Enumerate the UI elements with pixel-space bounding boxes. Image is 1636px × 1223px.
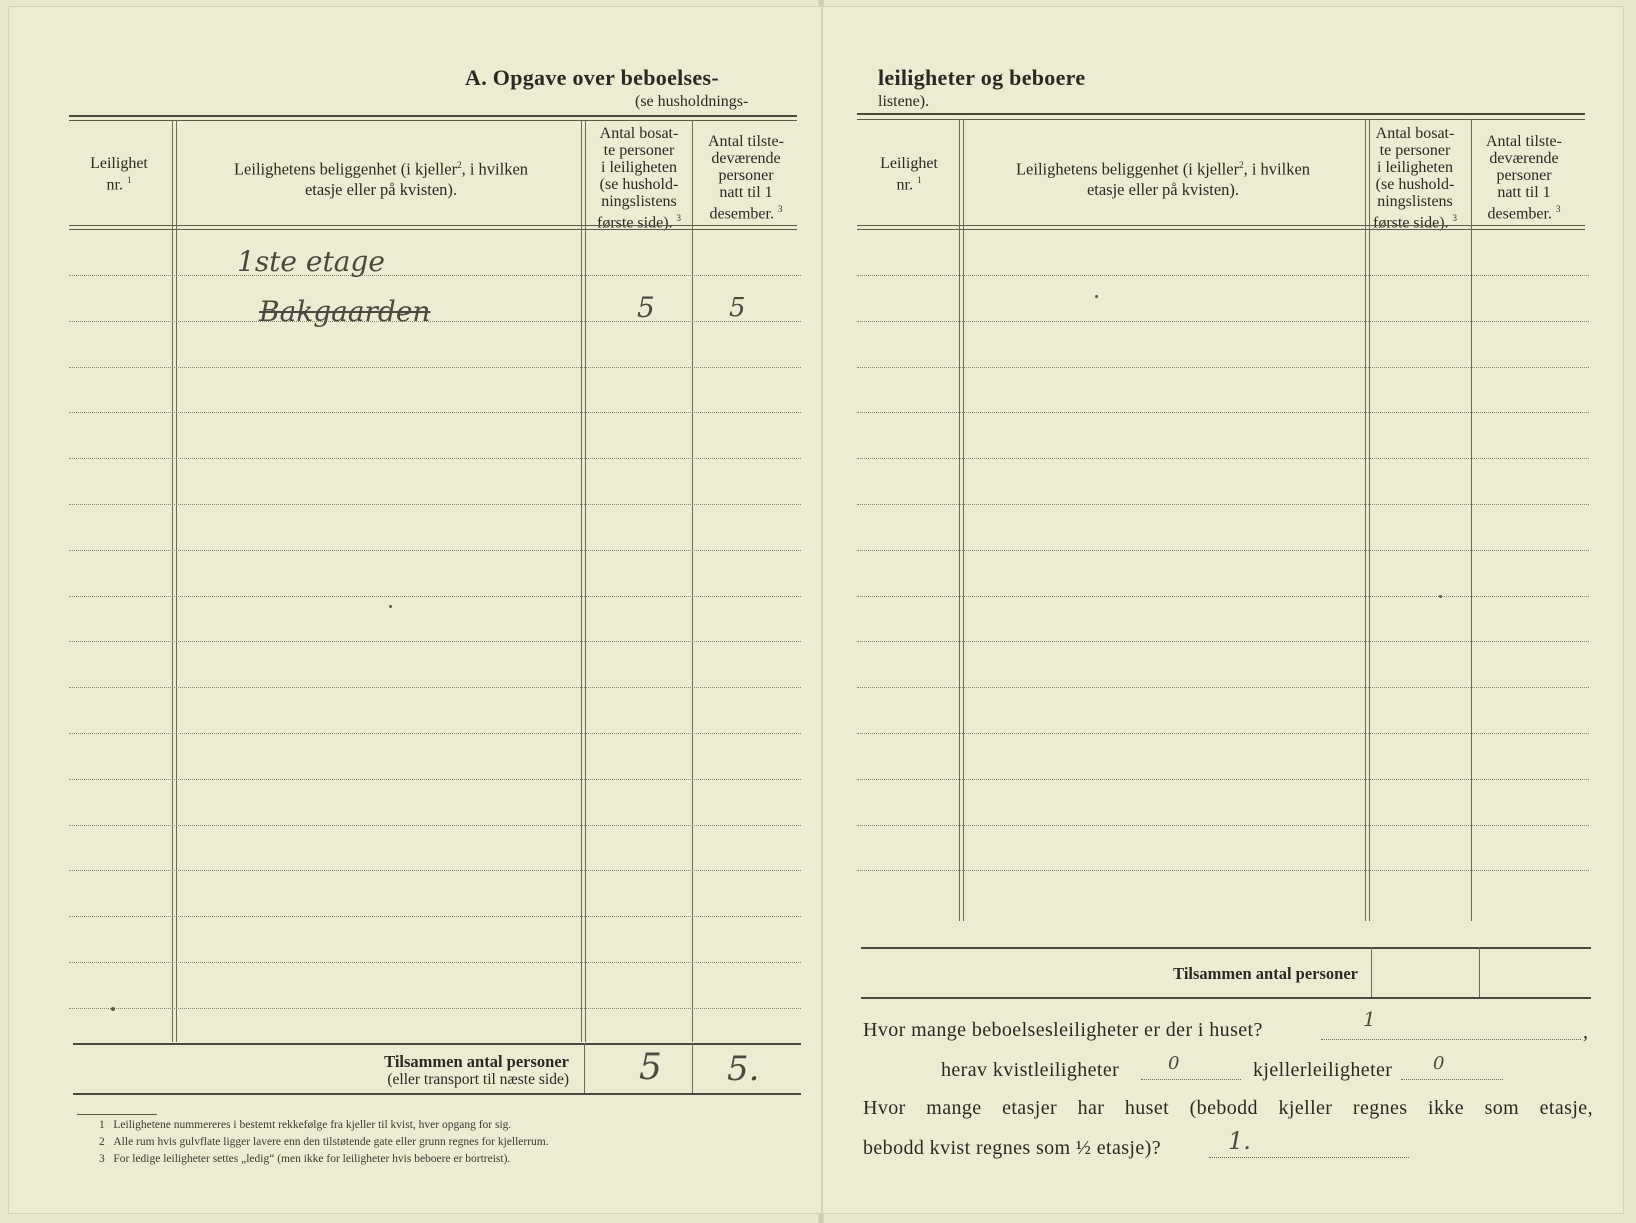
header-location-line1b: , i hvilken [461,159,529,179]
header-bottom-rule-right-2 [857,229,1585,230]
header-bottom-rule [69,225,797,226]
header-location-line1: Leilighetens beliggenhet (i kjeller [233,159,458,179]
header-residents [587,125,691,231]
row-line [69,962,801,963]
header-residents-right-l6: første side). [1372,214,1449,232]
subnote-left: (se husholdnings- [635,93,749,110]
header-apartment-nr: nr. [106,176,123,194]
row-line [69,458,801,459]
total-bottom-rule [73,1093,801,1095]
footnote-1 [99,1119,511,1131]
total-divider-2 [692,1043,693,1093]
question-floors: Hvor mange etasjer har huset (bebodd kjeller regnes ikke som etasje, [863,1097,1593,1119]
header-residents-right-l3: i leiligheten [1377,159,1453,176]
row-line [69,550,801,551]
header-present-right-l5: desember. [1487,205,1552,223]
row-line [857,321,1589,322]
answer-line-attic [1141,1079,1241,1080]
table-top-rule-right-2 [857,119,1585,120]
row-line [857,870,1589,871]
footnote-ref-3-right: 3 [1452,213,1458,223]
row-line [857,641,1589,642]
right-page [822,6,1624,1214]
header-present-right-l3: personer [1496,167,1552,184]
footnote-2-text: Alle rum hvis gulvflate ligger lavere enn den tilstøtende gate eller grunn regnes for kjellerrum. [113,1136,549,1148]
total-present: 5. [727,1049,760,1089]
question-apartments: Hvor mange beboelsesleiligheter er der i huset? [863,1019,1263,1041]
header-bottom-rule-2 [69,229,797,230]
row-line [857,825,1589,826]
header-residents-right [1363,125,1467,231]
row-line [69,321,801,322]
header-residents-l5: ningslistens [601,193,677,210]
total-top-rule-right [861,947,1591,949]
footnote-ref-2: 2 [457,160,462,170]
row-line [69,641,801,642]
header-apartment-label: Leilighet [90,155,148,172]
form-title-right: leiligheter og beboere [878,65,1086,90]
row-line [69,779,801,780]
row-line [857,504,1589,505]
total-bottom-rule-right [861,997,1591,999]
header-present-right [1471,133,1577,222]
header-residents-l3: i leiligheten [601,159,677,176]
footnote-ref-1: 1 [126,175,132,185]
row-line [857,550,1589,551]
footnote-1-text: Leilighetene nummereres i bestemt rekkefølge fra kjeller til kvist, hver opgang for sig. [113,1119,512,1131]
form-title-left: A. Opgave over beboelses- [465,65,719,90]
header-present-l2: deværende [711,150,781,167]
total-divider-right-2 [1479,947,1480,997]
header-apartment-label-right: Leilighet [880,155,938,172]
handwritten-floor: 1ste etage [237,245,385,278]
total-residents: 5 [639,1047,662,1088]
table-top-rule-right [857,113,1585,115]
answer-attic: 0 [1168,1053,1180,1074]
row-line [69,733,801,734]
col-divider-right-1 [959,119,964,921]
header-residents-l6: første side). [596,214,673,232]
question-basement: kjellerleiligheter [1253,1059,1393,1081]
row-line [857,733,1589,734]
row-line [69,596,801,597]
footnote-3 [99,1153,510,1165]
ink-speck-2 [389,605,392,608]
row-line [857,779,1589,780]
header-apartment [69,155,169,193]
header-present-l5: desember. [709,205,774,223]
left-page [8,6,822,1214]
header-present-l4: natt til 1 [719,184,773,201]
row-line [69,504,801,505]
ink-speck [111,1007,115,1011]
table-top-rule [69,115,797,117]
header-present-right-l1: Antal tilste- [1486,133,1562,150]
header-apartment-nr-right: nr. [896,176,913,194]
total-divider-right-1 [1371,947,1372,997]
total-label-left [89,1053,569,1089]
footnote-ref-1-right: 1 [916,175,922,185]
handwritten-residents: 5 [637,291,655,324]
answer-floors: 1. [1228,1127,1251,1155]
col-divider-2 [581,120,586,1042]
footnote-ref-3b-right: 3 [1555,204,1561,214]
header-location-line2: etasje eller på kvisten). [304,179,458,199]
total-label-right: Tilsammen antal personer [1173,964,1358,983]
footnote-3-text: For ledige leiligheter settes „ledig“ (men ikke for leiligheter hvis beboere er bortreist). [113,1153,511,1165]
header-residents-l2: te personer [603,142,675,159]
footnote-2 [99,1136,549,1148]
header-bottom-rule-right [857,225,1585,226]
row-line [857,412,1589,413]
footnote-3-num: 3 [99,1153,105,1165]
header-apartment-right [859,155,959,193]
row-line [69,367,801,368]
header-residents-l1: Antal bosat- [599,125,679,142]
row-line [69,412,801,413]
row-line [857,458,1589,459]
header-location-line2-right: etasje eller på kvisten). [1086,179,1240,199]
header-present-l1: Antal tilste- [708,133,784,150]
footnote-1-num: 1 [99,1119,105,1131]
header-residents-right-l4: (se hushold- [1375,176,1455,193]
footnote-ref-2-right: 2 [1239,160,1244,170]
col-divider-right-2 [1365,119,1370,921]
question-attic: herav kvistleiligheter [941,1059,1120,1081]
header-present [695,133,797,222]
answer-basement: 0 [1433,1053,1445,1074]
header-location-line1-right: Leilighetens beliggenhet (i kjeller [1015,159,1240,179]
header-residents-right-l2: te personer [1379,142,1451,159]
row-line [857,596,1589,597]
subnote-right: listene). [878,93,930,110]
header-location-line1b-right: , i hvilken [1243,159,1311,179]
footnote-ref-3b: 3 [777,204,783,214]
col-divider-1 [172,120,177,1042]
header-present-right-l2: deværende [1489,150,1559,167]
row-line [69,687,801,688]
row-line [69,825,801,826]
header-residents-right-l5: ningslistens [1377,193,1453,210]
footnote-2-num: 2 [99,1136,105,1148]
total-divider-1 [584,1043,585,1093]
header-residents-l4: (se hushold- [599,176,679,193]
header-residents-right-l1: Antal bosat- [1375,125,1455,142]
ink-speck-3 [1095,295,1098,298]
answer-line-apartments [1321,1039,1581,1040]
question-floors-line2: bebodd kvist regnes som ½ etasje)? [863,1137,1161,1159]
row-line [69,916,801,917]
header-present-right-l4: natt til 1 [1497,184,1551,201]
answer-apartments: 1 [1363,1007,1376,1031]
handwritten-backyard: Bakgaarden [259,295,431,328]
header-location-right [963,155,1363,200]
row-line [857,687,1589,688]
col-divider-3 [692,120,693,1042]
header-present-l3: personer [718,167,774,184]
header-location [181,155,581,200]
handwritten-present: 5 [729,293,746,323]
row-line [857,367,1589,368]
total-sublabel: (eller transport til næste side) [387,1071,569,1088]
answer-line-basement [1401,1079,1503,1080]
row-line [69,275,801,276]
ink-speck-4 [1439,595,1442,598]
footnote-ref-3: 3 [676,213,682,223]
total-label-text: Tilsammen antal personer [384,1052,569,1071]
row-line [69,870,801,871]
row-line [857,275,1589,276]
table-top-rule-2 [69,120,797,121]
col-divider-right-3 [1471,119,1472,921]
answer-line-floors [1209,1157,1409,1158]
row-line [69,1008,801,1009]
question-apartments-comma: , [1583,1021,1589,1043]
footnote-rule [77,1114,157,1115]
